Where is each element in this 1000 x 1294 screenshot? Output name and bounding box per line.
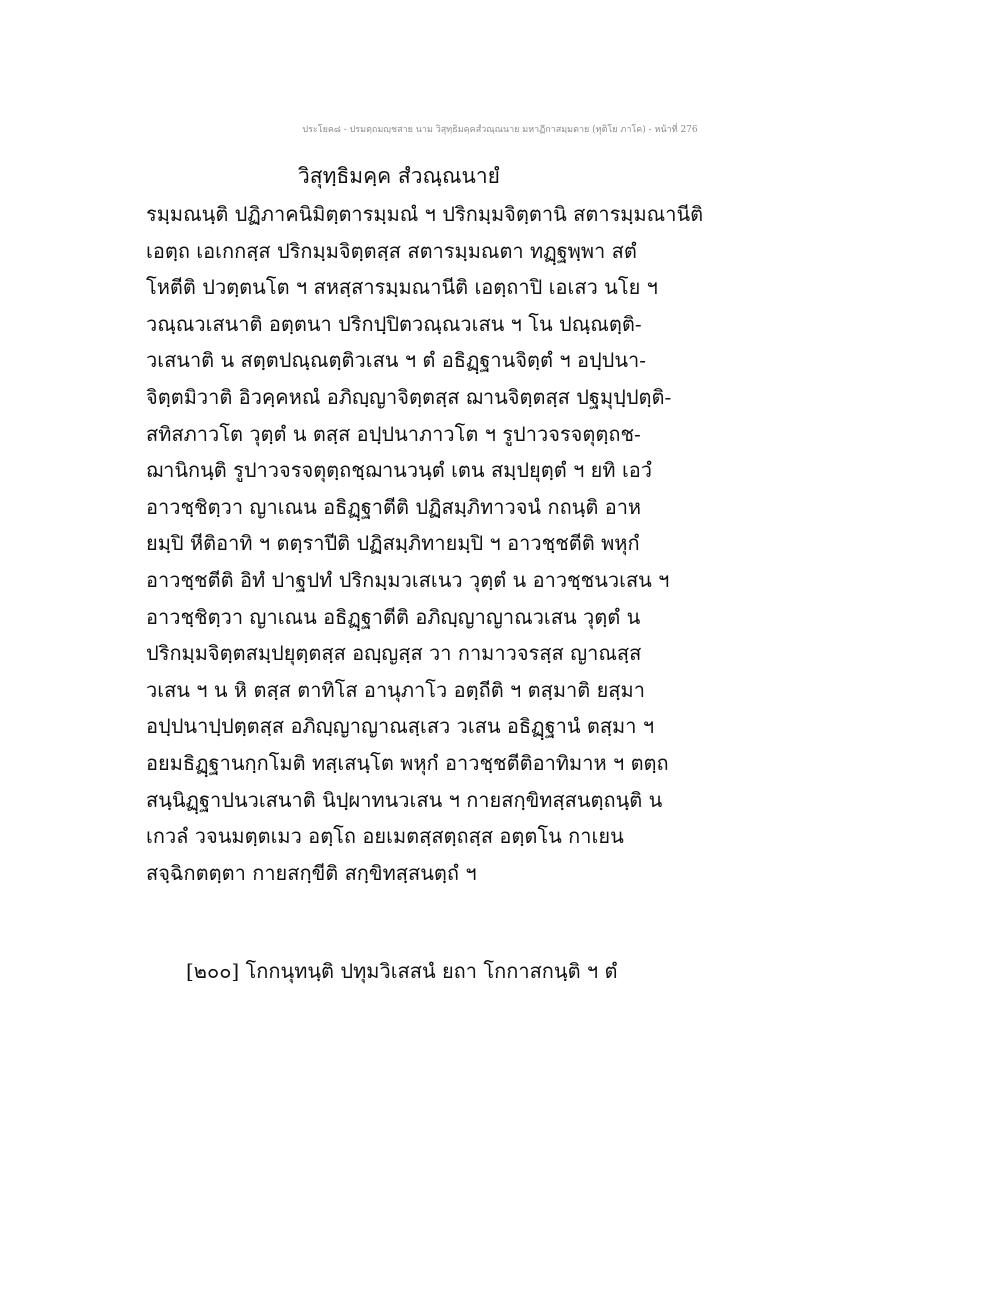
text-line: วณฺณวเสนาติ อตฺตนา ปริกปฺปิตวณฺณวเสน ฯ โน ปณฺณตฺติ- [146, 311, 642, 336]
text-line: ยมฺปิ หีติอาทิ ฯ ตตฺราปีติ ปฏิสมฺภิทายมฺปิ ฯ อาวชฺชตีติ พหุกํ [146, 531, 640, 556]
text-line: อยมธิฏฺฐานกฺกโมติ ทสฺเสนฺโต พหุกํ อาวชฺชตีติอาทิมาห ฯ ตตฺถ [146, 750, 669, 775]
text-line: วเสนาติ น สตฺตปณฺณตฺติวเสน ฯ ตํ อธิฏฺฐานจิตฺตํ ฯ อปฺปนา- [146, 348, 647, 373]
text-line: จิตฺตมิวาติ อิวคฺคหณํ อภิญฺญาจิตฺตสฺส ฌานจิตฺตสฺส ปฐมุปฺปตฺติ- [146, 384, 672, 409]
body-text-block [146, 196, 704, 891]
text-line: รมฺมณนฺติ ปฏิภาคนิมิตฺตารมฺมณํ ฯ ปริกมฺมจิตฺตานิ สตารมฺมณานีติ [146, 202, 704, 226]
text-line: เกวลํ วจนมตฺตเมว อตฺโถ อยเมตสฺสตฺถสฺส อตฺตโน กาเยน [146, 824, 624, 849]
section-title: วิสุทฺธิมคฺค สํวณฺณนายํ [298, 164, 500, 188]
text-line: โหตีติ ปวตฺตนโต ฯ สหสฺสารมฺมณานีติ เอตฺถาปิ เอเสว นโย ฯ [146, 275, 658, 300]
text-line: อาวชฺชิตฺวา ญาเณน อธิฏฺฐาตีติ อภิญฺญาญาณวเสน วุตฺตํ น [146, 604, 641, 629]
text-line: สทิสภาวโต วุตฺตํ น ตสฺส อปฺปนาภาวโต ฯ รูปาวจรจตุตฺถช- [146, 421, 641, 446]
text-line: ปริกมฺมจิตฺตสมฺปยุตฺตสฺส อญฺญสฺส วา กามาวจรสฺส ญาณสฺส [146, 641, 642, 666]
text-line: สจฺฉิกตตฺตา กายสกฺขีติ สกฺขิทสฺสนตฺถํ ฯ [146, 860, 477, 885]
text-line: ฌานิกนฺติ รูปาวจรจตุตฺถชฺฌานวนฺตํ เตน สมฺปยุตฺตํ ฯ ยทิ เอวํ [146, 458, 653, 483]
text-line: อาวชฺชตีติ อิทํ ปาฐปทํ ปริกมฺมวเสเนว วุตฺตํ น อาวชฺชนวเสน ฯ [146, 567, 670, 592]
text-line: เอตฺถ เอเกกสฺส ปริกมฺมจิตฺตสฺส สตารมฺมณตา ทฏฺฐพฺพา สตํ [146, 238, 637, 263]
text-line: สนฺนิฏฺฐาปนวเสนาติ นิปฺผาทนวเสน ฯ กายสกฺขิทสฺสนตฺถนฺติ น [146, 787, 663, 812]
running-header: ประโยค๘ - ปรมตฺถมญฺชสาย นาม วิสุทฺธิมคฺคสํวณฺณนาย มหาฏีกาสมฺมตาย (ทุติโย ภาโค) - หน้าที่ 276 [302, 125, 698, 135]
paragraph-start: [๒๐๐] โกกนุทนฺติ ปทุมวิเสสนํ ยถา โกกาสกนฺติ ฯ ตํ [186, 959, 618, 983]
text-line: อาวชฺชิตฺวา ญาเณน อธิฏฺฐาตีติ ปฏิสมฺภิทาวจนํ กถนฺติ อาห [146, 494, 642, 519]
text-line: อปฺปนาปฺปตฺตสฺส อภิญฺญาญาณสฺเสว วเสน อธิฏฺฐานํ ตสฺมา ฯ [146, 714, 655, 739]
text-line: วเสน ฯ น หิ ตสฺส ตาทิโส อานุภาโว อตฺถีติ ฯ ตสฺมาติ ยสฺมา [146, 677, 645, 702]
